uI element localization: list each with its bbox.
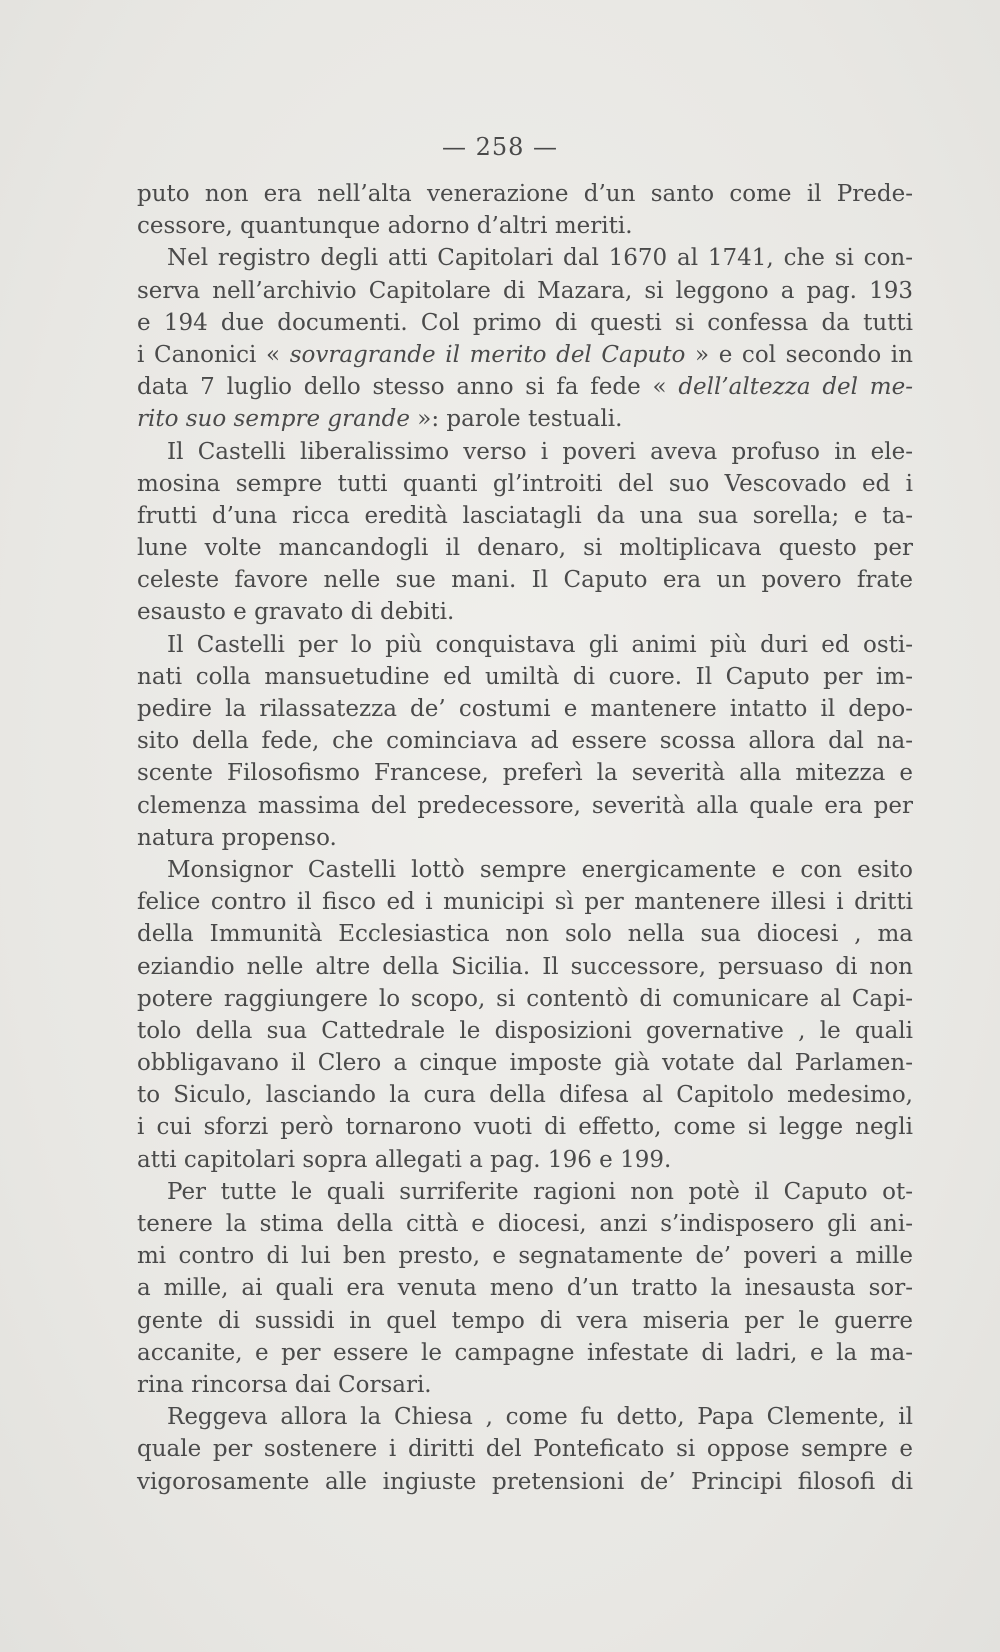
text-segment: i cui sforzi però tornarono vuoti di effetto, come si legge negli <box>137 1114 913 1141</box>
text-line <box>137 951 913 983</box>
text-segment: mosina sempre tutti quanti gl’introiti del suo Vescovado ed i <box>137 470 913 497</box>
text-line <box>137 178 913 210</box>
text-line <box>137 757 913 789</box>
text-line <box>137 564 913 596</box>
text-segment: data 7 luglio dello stesso anno si fa fede « <box>137 374 679 401</box>
text-segment: clemenza massima del predecessore, severità alla quale era per <box>137 792 913 819</box>
text-line <box>137 1272 913 1304</box>
text-segment: tolo della sua Cattedrale le disposizioni governative , le quali <box>137 1017 913 1044</box>
text-segment: natura propenso. <box>137 824 337 851</box>
text-segment: Il Castelli per lo più conquistava gli animi più duri ed osti- <box>167 631 913 658</box>
text-line <box>137 983 913 1015</box>
text-line <box>137 468 913 500</box>
text-line <box>137 1401 913 1433</box>
text-line <box>137 1433 913 1465</box>
text-line <box>137 1208 913 1240</box>
text-segment: vigorosamente alle ingiuste pretensioni de’ Principi filosofi di <box>137 1468 913 1495</box>
text-line <box>137 1337 913 1369</box>
text-line <box>137 790 913 822</box>
text-segment: Per tutte le quali surriferite ragioni non potè il Caputo ot- <box>167 1178 913 1205</box>
text-segment: serva nell’archivio Capitolare di Mazara, si leggono a pag. 193 <box>137 277 913 304</box>
text-segment: »: parole testuali. <box>409 406 623 433</box>
text-segment: obbligavano il Clero a cinque imposte già votate dal Parlamen- <box>137 1050 913 1077</box>
text-line <box>137 822 913 854</box>
text-line <box>137 886 913 918</box>
text-line <box>137 596 913 628</box>
text-line <box>137 1305 913 1337</box>
text-segment: potere raggiungere lo scopo, si contentò di comunicare al Capi- <box>137 985 913 1012</box>
text-line <box>137 1240 913 1272</box>
text-segment: celeste favore nelle sue mani. Il Caputo era un povero frate <box>137 567 913 594</box>
text-line <box>137 242 913 274</box>
text-line <box>137 500 913 532</box>
text-line <box>137 436 913 468</box>
text-segment: pedire la rilassatezza de’ costumi e mantenere intatto il depo- <box>137 696 913 722</box>
text-line <box>137 1015 913 1047</box>
italic-quote: rito suo sempre grande <box>137 406 410 433</box>
text-segment: Il Castelli liberalissimo verso i poveri aveva profuso in ele- <box>167 438 913 465</box>
text-segment: della Immunità Ecclesiastica non solo nella sua diocesi , ma <box>137 921 913 948</box>
text-segment: to Siculo, lasciando la cura della difesa al Capitolo medesimo, <box>137 1082 913 1109</box>
text-segment: sito della fede, che cominciava ad essere scossa allora dal na- <box>137 728 913 755</box>
text-line <box>137 371 913 403</box>
text-segment: puto non era nell’alta venerazione d’un santo come il Prede- <box>137 181 913 207</box>
text-line <box>137 725 913 757</box>
text-line <box>137 1369 913 1401</box>
text-segment: i Canonici « <box>137 341 290 368</box>
text-line <box>137 1176 913 1208</box>
text-segment: esausto e gravato di debiti. <box>137 599 455 626</box>
text-segment: Nel registro degli atti Capitolari dal 1670 al 1741, che si con- <box>167 245 913 272</box>
text-line <box>137 210 913 242</box>
text-line <box>137 918 913 950</box>
italic-quote: sovragrande il merito del Caputo <box>289 341 686 368</box>
text-line <box>137 307 913 339</box>
text-segment: eziandio nelle altre della Sicilia. Il successore, persuaso di non <box>137 953 913 980</box>
text-segment: a mille, ai quali era venuta meno d’un tratto la inesausta sor- <box>137 1275 913 1302</box>
text-segment: Reggeva allora la Chiesa , come fu detto, Papa Clemente, il <box>167 1404 913 1431</box>
page-number: — 258 — <box>441 133 559 161</box>
text-segment: nati colla mansuetudine ed umiltà di cuore. Il Caputo per im- <box>137 663 913 690</box>
text-segment: atti capitolari sopra allegati a pag. 196 e 199. <box>137 1146 672 1173</box>
text-segment: Monsignor Castelli lottò sempre energicamente e con esito <box>167 856 913 883</box>
text-segment: » e col secondo in <box>685 341 913 368</box>
text-line <box>137 854 913 886</box>
text-segment: cessore, quantunque adorno d’altri meriti. <box>137 213 633 240</box>
text-segment: e 194 due documenti. Col primo di questi si confessa da tutti <box>137 309 913 336</box>
text-segment: gente di sussidi in quel tempo di vera miseria per le guerre <box>137 1307 913 1334</box>
text-segment: rina rincorsa dai Corsari. <box>137 1371 432 1398</box>
text-segment: scente Filosofismo Francese, preferì la severità alla mitezza e <box>137 760 913 787</box>
text-line <box>137 339 913 371</box>
text-segment: mi contro di lui ben presto, e segnatamente de’ poveri a mille <box>137 1243 913 1270</box>
text-line <box>137 629 913 661</box>
text-segment: felice contro il fisco ed i municipi sì per mantenere illesi i dritti <box>137 889 913 916</box>
text-line <box>137 1079 913 1111</box>
text-segment: frutti d’una ricca eredità lasciatagli da una sua sorella; e ta- <box>137 502 913 529</box>
italic-quote: dell’altezza del me- <box>678 374 913 401</box>
text-line <box>137 661 913 693</box>
text-line <box>137 1047 913 1079</box>
text-segment: lune volte mancandogli il denaro, si moltiplicava questo per <box>137 535 913 562</box>
text-segment: quale per sostenere i diritti del Ponteficato si oppose sempre e <box>137 1436 913 1463</box>
text-line <box>137 1144 913 1176</box>
text-line <box>137 693 913 725</box>
text-line <box>137 1111 913 1143</box>
body-text <box>137 178 913 1498</box>
text-segment: accanite, e per essere le campagne infestate di ladri, e la ma- <box>137 1339 913 1366</box>
text-line <box>137 532 913 564</box>
text-segment: tenere la stima della città e diocesi, anzi s’indisposero gli ani- <box>137 1211 913 1237</box>
text-line <box>137 1466 913 1498</box>
text-line <box>137 275 913 307</box>
text-line <box>137 403 913 435</box>
